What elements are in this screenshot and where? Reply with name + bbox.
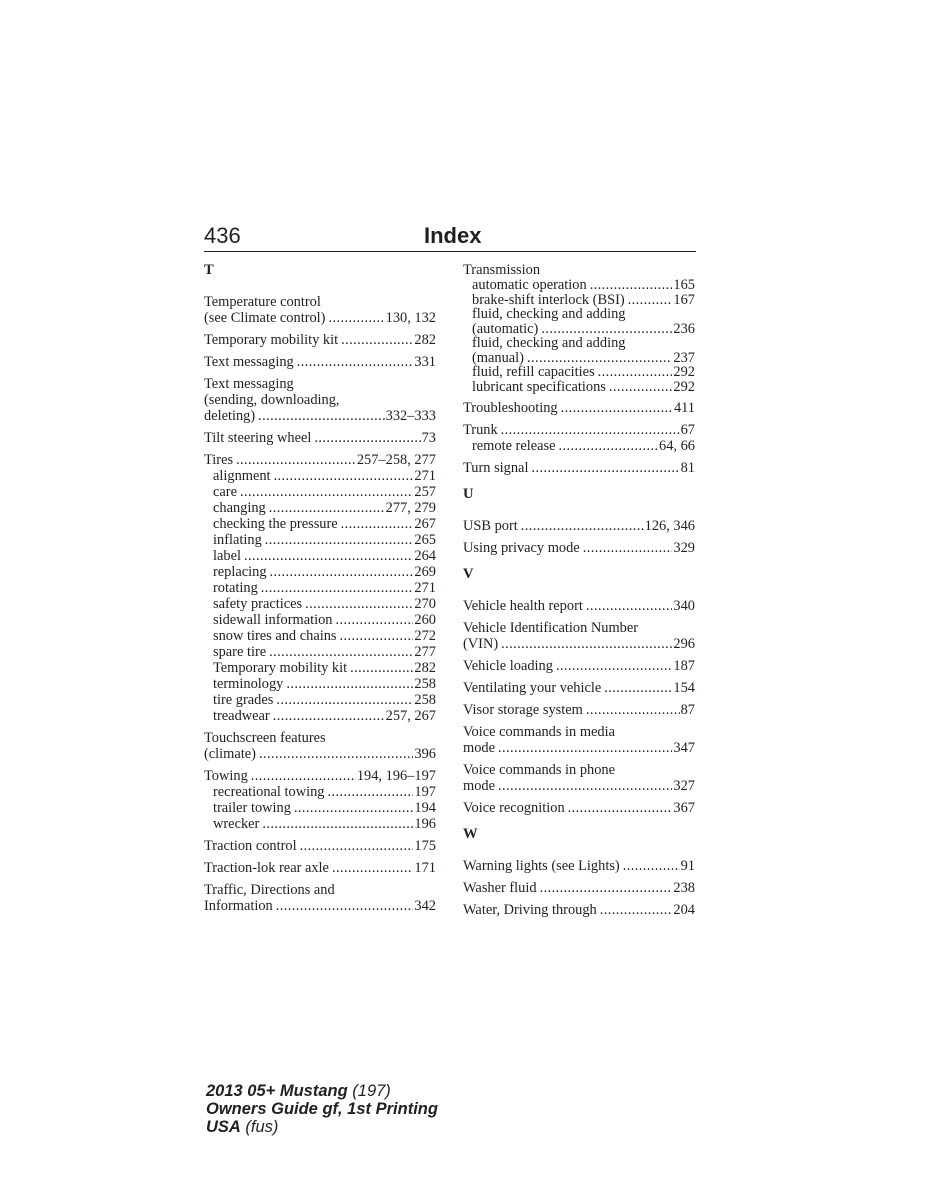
entry-pages: 342 bbox=[414, 898, 436, 914]
tires-subentries bbox=[204, 468, 436, 724]
entry-row bbox=[463, 658, 695, 674]
entry-row bbox=[463, 880, 695, 896]
entry-text: (manual) bbox=[472, 350, 524, 365]
entry-text: lubricant specifications bbox=[472, 379, 606, 394]
index-entry-traction-control bbox=[204, 838, 436, 854]
entry-line: Temperature control bbox=[204, 294, 321, 310]
entry-text: label bbox=[213, 548, 241, 564]
entry-text: mode bbox=[463, 740, 495, 756]
dot-leader bbox=[568, 800, 673, 816]
tires-subentry bbox=[213, 644, 436, 660]
index-entry-temperature-control bbox=[204, 294, 436, 326]
entry-text: (VIN) bbox=[463, 636, 499, 652]
tires-subentry bbox=[213, 660, 436, 676]
entry-row bbox=[463, 518, 695, 534]
entry-row bbox=[204, 430, 436, 446]
dot-leader bbox=[561, 400, 673, 416]
entry-pages: 292 bbox=[673, 379, 695, 394]
entry-text: (see Climate control) bbox=[204, 310, 326, 326]
index-entry-voice-phone bbox=[463, 762, 695, 794]
entry-row bbox=[204, 838, 436, 854]
entry-text: wrecker bbox=[213, 816, 260, 832]
entry-pages: 332–333 bbox=[385, 408, 436, 424]
dot-leader bbox=[501, 422, 680, 438]
entry-text: Ventilating your vehicle bbox=[463, 680, 602, 696]
entry-text: Vehicle loading bbox=[463, 658, 553, 674]
entry-pages: 264 bbox=[414, 548, 436, 564]
entry-text: safety practices bbox=[213, 596, 303, 612]
dot-leader bbox=[265, 532, 414, 548]
entry-pages: 277 bbox=[414, 644, 436, 660]
tires-subentry bbox=[213, 628, 436, 644]
towing-subentry bbox=[213, 784, 436, 800]
entry-row bbox=[463, 740, 695, 756]
index-entry-ventilating bbox=[463, 680, 695, 696]
entry-text: Tires bbox=[204, 452, 234, 468]
index-entry-turn-signal bbox=[463, 460, 695, 476]
entry-pages: 257 bbox=[414, 484, 436, 500]
entry-pages: 171 bbox=[414, 860, 436, 876]
dot-leader bbox=[314, 430, 420, 446]
entry-row bbox=[463, 702, 695, 718]
towing-subentry bbox=[213, 800, 436, 816]
entry-pages: 270 bbox=[414, 596, 436, 612]
transmission-subentry-line: fluid, checking and adding bbox=[472, 335, 626, 351]
entry-line: Transmission bbox=[463, 262, 541, 278]
entry-text: Visor storage system bbox=[463, 702, 583, 718]
dot-leader bbox=[583, 540, 673, 556]
entry-pages: 237 bbox=[673, 350, 695, 365]
entry-text: remote release bbox=[472, 438, 556, 454]
section-letter-u: U bbox=[463, 486, 474, 502]
index-entry-transmission bbox=[463, 262, 695, 394]
dot-leader bbox=[274, 468, 414, 484]
entry-text: checking the pressure bbox=[213, 516, 338, 532]
dot-leader bbox=[598, 365, 673, 380]
dot-leader bbox=[350, 660, 413, 676]
entry-pages: 175 bbox=[414, 838, 436, 854]
entry-pages: 331 bbox=[414, 354, 436, 370]
index-entry-vehicle-health bbox=[463, 598, 695, 614]
index-column-left bbox=[204, 262, 436, 920]
dot-leader bbox=[270, 564, 414, 580]
entry-text: Towing bbox=[204, 768, 248, 784]
dot-leader bbox=[276, 692, 413, 708]
section-letter-t: T bbox=[204, 262, 214, 278]
entry-row bbox=[204, 768, 436, 784]
index-entry-trunk bbox=[463, 422, 695, 454]
entry-pages: 347 bbox=[673, 740, 695, 756]
dot-leader bbox=[236, 452, 356, 468]
dot-leader bbox=[273, 708, 385, 724]
dot-leader bbox=[541, 322, 672, 337]
dot-leader bbox=[623, 858, 680, 874]
entry-text: alignment bbox=[213, 468, 271, 484]
footer-market: USA bbox=[206, 1118, 241, 1136]
entry-pages: 73 bbox=[421, 430, 436, 446]
entry-pages: 277, 279 bbox=[385, 500, 436, 516]
entry-pages: 87 bbox=[680, 702, 695, 718]
entry-text: terminology bbox=[213, 676, 284, 692]
entry-row bbox=[204, 310, 436, 326]
dot-leader bbox=[609, 380, 673, 395]
entry-text: tire grades bbox=[213, 692, 274, 708]
entry-pages: 257–258, 277 bbox=[356, 452, 436, 468]
dot-leader bbox=[332, 860, 413, 876]
entry-text: Temporary mobility kit bbox=[213, 660, 348, 676]
entry-text: rotating bbox=[213, 580, 258, 596]
entry-pages: 167 bbox=[673, 292, 695, 307]
entry-pages: 67 bbox=[680, 422, 695, 438]
transmission-subentry bbox=[472, 278, 695, 293]
dot-leader bbox=[521, 518, 644, 534]
entry-text: treadwear bbox=[213, 708, 270, 724]
footer-line bbox=[206, 1082, 438, 1100]
header-rule bbox=[204, 251, 696, 252]
entry-row bbox=[463, 902, 695, 918]
tires-subentry bbox=[213, 516, 436, 532]
entry-row bbox=[463, 460, 695, 476]
entry-text: Traction-lok rear axle bbox=[204, 860, 329, 876]
printing-footer bbox=[206, 1082, 438, 1136]
entry-pages: 258 bbox=[414, 692, 436, 708]
entry-pages: 271 bbox=[414, 468, 436, 484]
entry-text: USB port bbox=[463, 518, 518, 534]
index-entry-temporary-mobility-kit bbox=[204, 332, 436, 348]
index-entry-towing bbox=[204, 768, 436, 832]
dot-leader bbox=[328, 310, 384, 326]
dot-leader bbox=[240, 484, 413, 500]
entry-row bbox=[463, 680, 695, 696]
index-column-right bbox=[463, 262, 695, 924]
section-letter-w: W bbox=[463, 826, 478, 842]
dot-leader bbox=[590, 278, 673, 293]
entry-text: Vehicle health report bbox=[463, 598, 583, 614]
entry-row bbox=[463, 778, 695, 794]
transmission-subentry bbox=[472, 293, 695, 308]
entry-pages: 272 bbox=[414, 628, 436, 644]
entry-text: Tilt steering wheel bbox=[204, 430, 312, 446]
tires-subentry bbox=[213, 612, 436, 628]
tires-subentry bbox=[213, 580, 436, 596]
entry-text: brake-shift interlock (BSI) bbox=[472, 292, 625, 307]
entry-line: Text messaging bbox=[204, 376, 294, 392]
entry-row bbox=[204, 408, 436, 424]
entry-row bbox=[463, 858, 695, 874]
entry-text: Trunk bbox=[463, 422, 498, 438]
trunk-subentries bbox=[463, 438, 695, 454]
entry-text: care bbox=[213, 484, 237, 500]
entry-row bbox=[204, 452, 436, 468]
entry-row bbox=[463, 400, 695, 416]
tires-subentry bbox=[213, 676, 436, 692]
entry-pages: 64, 66 bbox=[659, 438, 695, 454]
entry-text: Temporary mobility kit bbox=[204, 332, 339, 348]
tires-subentry bbox=[213, 532, 436, 548]
entry-pages: 196 bbox=[414, 816, 436, 832]
index-entry-usb-port bbox=[463, 518, 695, 534]
entry-line: Voice commands in media bbox=[463, 724, 615, 740]
dot-leader bbox=[341, 332, 413, 348]
dot-leader bbox=[297, 354, 414, 370]
index-entry-text-messaging-sending bbox=[204, 376, 436, 424]
section-letter-v: V bbox=[463, 566, 474, 582]
entry-pages: 396 bbox=[414, 746, 436, 762]
subentry-row bbox=[472, 438, 695, 454]
entry-pages: 238 bbox=[673, 880, 695, 896]
tires-subentry bbox=[213, 564, 436, 580]
entry-row bbox=[463, 800, 695, 816]
entry-row bbox=[463, 540, 695, 556]
entry-text: inflating bbox=[213, 532, 262, 548]
entry-text: recreational towing bbox=[213, 784, 325, 800]
entry-text: spare tire bbox=[213, 644, 267, 660]
index-entry-water-driving bbox=[463, 902, 695, 918]
footer-model: 2013 05+ Mustang bbox=[206, 1082, 348, 1100]
dot-leader bbox=[600, 902, 673, 918]
dot-leader bbox=[527, 351, 672, 366]
dot-leader bbox=[258, 408, 384, 424]
entry-pages: 282 bbox=[414, 332, 436, 348]
entry-pages: 81 bbox=[680, 460, 695, 476]
entry-text: Voice recognition bbox=[463, 800, 565, 816]
index-entry-voice-recognition bbox=[463, 800, 695, 816]
entry-pages: 269 bbox=[414, 564, 436, 580]
dot-leader bbox=[261, 580, 414, 596]
entry-text: replacing bbox=[213, 564, 267, 580]
index-entry-traffic bbox=[204, 882, 436, 914]
entry-line: Voice commands in phone bbox=[463, 762, 616, 778]
footer-guide: Owners Guide gf, 1st Printing bbox=[206, 1100, 438, 1118]
dot-leader bbox=[336, 612, 414, 628]
index-entry-washer-fluid bbox=[463, 880, 695, 896]
entry-row bbox=[204, 898, 436, 914]
entry-row bbox=[204, 354, 436, 370]
towing-subentry bbox=[213, 816, 436, 832]
index-entry-tilt-steering-wheel bbox=[204, 430, 436, 446]
entry-pages: 411 bbox=[673, 400, 695, 416]
entry-pages: 257, 267 bbox=[385, 708, 436, 724]
entry-pages: 282 bbox=[414, 660, 436, 676]
entry-text: (climate) bbox=[204, 746, 256, 762]
page-number: 436 bbox=[204, 223, 241, 248]
dot-leader bbox=[604, 680, 672, 696]
dot-leader bbox=[327, 784, 413, 800]
entry-text: snow tires and chains bbox=[213, 628, 337, 644]
dot-leader bbox=[498, 778, 672, 794]
index-entry-voice-media bbox=[463, 724, 695, 756]
dot-leader bbox=[498, 740, 672, 756]
entry-text: Water, Driving through bbox=[463, 902, 597, 918]
footer-line bbox=[206, 1118, 438, 1136]
entry-pages: 260 bbox=[414, 612, 436, 628]
entry-pages: 367 bbox=[673, 800, 695, 816]
index-entry-vehicle-loading bbox=[463, 658, 695, 674]
tires-subentry bbox=[213, 548, 436, 564]
dot-leader bbox=[556, 658, 672, 674]
transmission-subentry bbox=[472, 380, 695, 395]
entry-text: automatic operation bbox=[472, 278, 587, 293]
index-entry-troubleshooting bbox=[463, 400, 695, 416]
entry-pages: 126, 346 bbox=[644, 518, 695, 534]
entry-row bbox=[463, 598, 695, 614]
entry-row bbox=[204, 332, 436, 348]
dot-leader bbox=[244, 548, 413, 564]
entry-text: Text messaging bbox=[204, 354, 294, 370]
entry-pages: 329 bbox=[673, 540, 695, 556]
entry-pages: 91 bbox=[680, 858, 695, 874]
entry-text: (automatic) bbox=[472, 321, 539, 336]
entry-pages: 187 bbox=[673, 658, 695, 674]
dot-leader bbox=[269, 500, 385, 516]
entry-text: Traction control bbox=[204, 838, 297, 854]
dot-leader bbox=[259, 746, 413, 762]
footer-code: (197) bbox=[347, 1082, 391, 1100]
tires-subentry bbox=[213, 500, 436, 516]
tires-subentry bbox=[213, 468, 436, 484]
entry-text: fluid, refill capacities bbox=[472, 365, 595, 380]
entry-pages: 271 bbox=[414, 580, 436, 596]
entry-pages: 258 bbox=[414, 676, 436, 692]
entry-pages: 296 bbox=[673, 636, 695, 652]
dot-leader bbox=[341, 516, 414, 532]
entry-pages: 204 bbox=[673, 902, 695, 918]
dot-leader bbox=[262, 816, 413, 832]
entry-pages: 194, 196–197 bbox=[356, 768, 436, 784]
entry-pages: 327 bbox=[673, 778, 695, 794]
tires-subentry bbox=[213, 596, 436, 612]
index-entry-warning-lights bbox=[463, 858, 695, 874]
entry-pages: 197 bbox=[414, 784, 436, 800]
dot-leader bbox=[305, 596, 413, 612]
index-entry-traction-lok bbox=[204, 860, 436, 876]
entry-text: mode bbox=[463, 778, 495, 794]
entry-text: changing bbox=[213, 500, 266, 516]
tires-subentry bbox=[213, 692, 436, 708]
dot-leader bbox=[251, 768, 356, 784]
entry-text: Turn signal bbox=[463, 460, 529, 476]
transmission-subentry bbox=[472, 365, 695, 380]
entry-row bbox=[463, 422, 695, 438]
entry-text: Warning lights (see Lights) bbox=[463, 858, 620, 874]
tires-subentry bbox=[213, 708, 436, 724]
entry-row bbox=[204, 860, 436, 876]
dot-leader bbox=[628, 293, 673, 308]
dot-leader bbox=[340, 628, 414, 644]
dot-leader bbox=[286, 676, 413, 692]
entry-pages: 292 bbox=[673, 365, 695, 380]
transmission-subentry bbox=[472, 322, 695, 337]
index-entry-vin bbox=[463, 620, 695, 652]
entry-pages: 340 bbox=[673, 598, 695, 614]
entry-line: (sending, downloading, bbox=[204, 392, 340, 408]
entry-text: sidewall information bbox=[213, 612, 333, 628]
dot-leader bbox=[559, 438, 659, 454]
entry-pages: 194 bbox=[414, 800, 436, 816]
index-entry-text-messaging bbox=[204, 354, 436, 370]
page-title: Index bbox=[424, 223, 482, 248]
dot-leader bbox=[501, 636, 672, 652]
tires-subentry bbox=[213, 484, 436, 500]
transmission-subentry-line: fluid, checking and adding bbox=[472, 306, 626, 322]
entry-text: Using privacy mode bbox=[463, 540, 580, 556]
dot-leader bbox=[586, 702, 680, 718]
entry-pages: 236 bbox=[673, 321, 695, 336]
entry-pages: 154 bbox=[673, 680, 695, 696]
transmission-subentry bbox=[472, 351, 695, 366]
entry-line: Touchscreen features bbox=[204, 730, 326, 746]
footer-market-code: (fus) bbox=[240, 1118, 279, 1136]
entry-line: Vehicle Identification Number bbox=[463, 620, 639, 636]
entry-text: Information bbox=[204, 898, 273, 914]
entry-text: Washer fluid bbox=[463, 880, 537, 896]
dot-leader bbox=[586, 598, 673, 614]
entry-text: trailer towing bbox=[213, 800, 291, 816]
index-entry-privacy-mode bbox=[463, 540, 695, 556]
dot-leader bbox=[540, 880, 673, 896]
entry-row bbox=[204, 746, 436, 762]
dot-leader bbox=[300, 838, 414, 854]
entry-pages: 165 bbox=[673, 278, 695, 293]
entry-pages: 267 bbox=[414, 516, 436, 532]
entry-pages: 130, 132 bbox=[385, 310, 436, 326]
dot-leader bbox=[531, 460, 679, 476]
dot-leader bbox=[276, 898, 414, 914]
entry-text: Troubleshooting bbox=[463, 400, 558, 416]
entry-row bbox=[463, 636, 695, 652]
dot-leader bbox=[294, 800, 413, 816]
index-entry-tires bbox=[204, 452, 436, 724]
transmission-subentries bbox=[463, 278, 695, 394]
entry-pages: 265 bbox=[414, 532, 436, 548]
dot-leader bbox=[269, 644, 413, 660]
index-entry-touchscreen bbox=[204, 730, 436, 762]
index-entry-visor bbox=[463, 702, 695, 718]
towing-subentries bbox=[204, 784, 436, 832]
entry-text: deleting) bbox=[204, 408, 256, 424]
entry-line: Traffic, Directions and bbox=[204, 882, 335, 898]
